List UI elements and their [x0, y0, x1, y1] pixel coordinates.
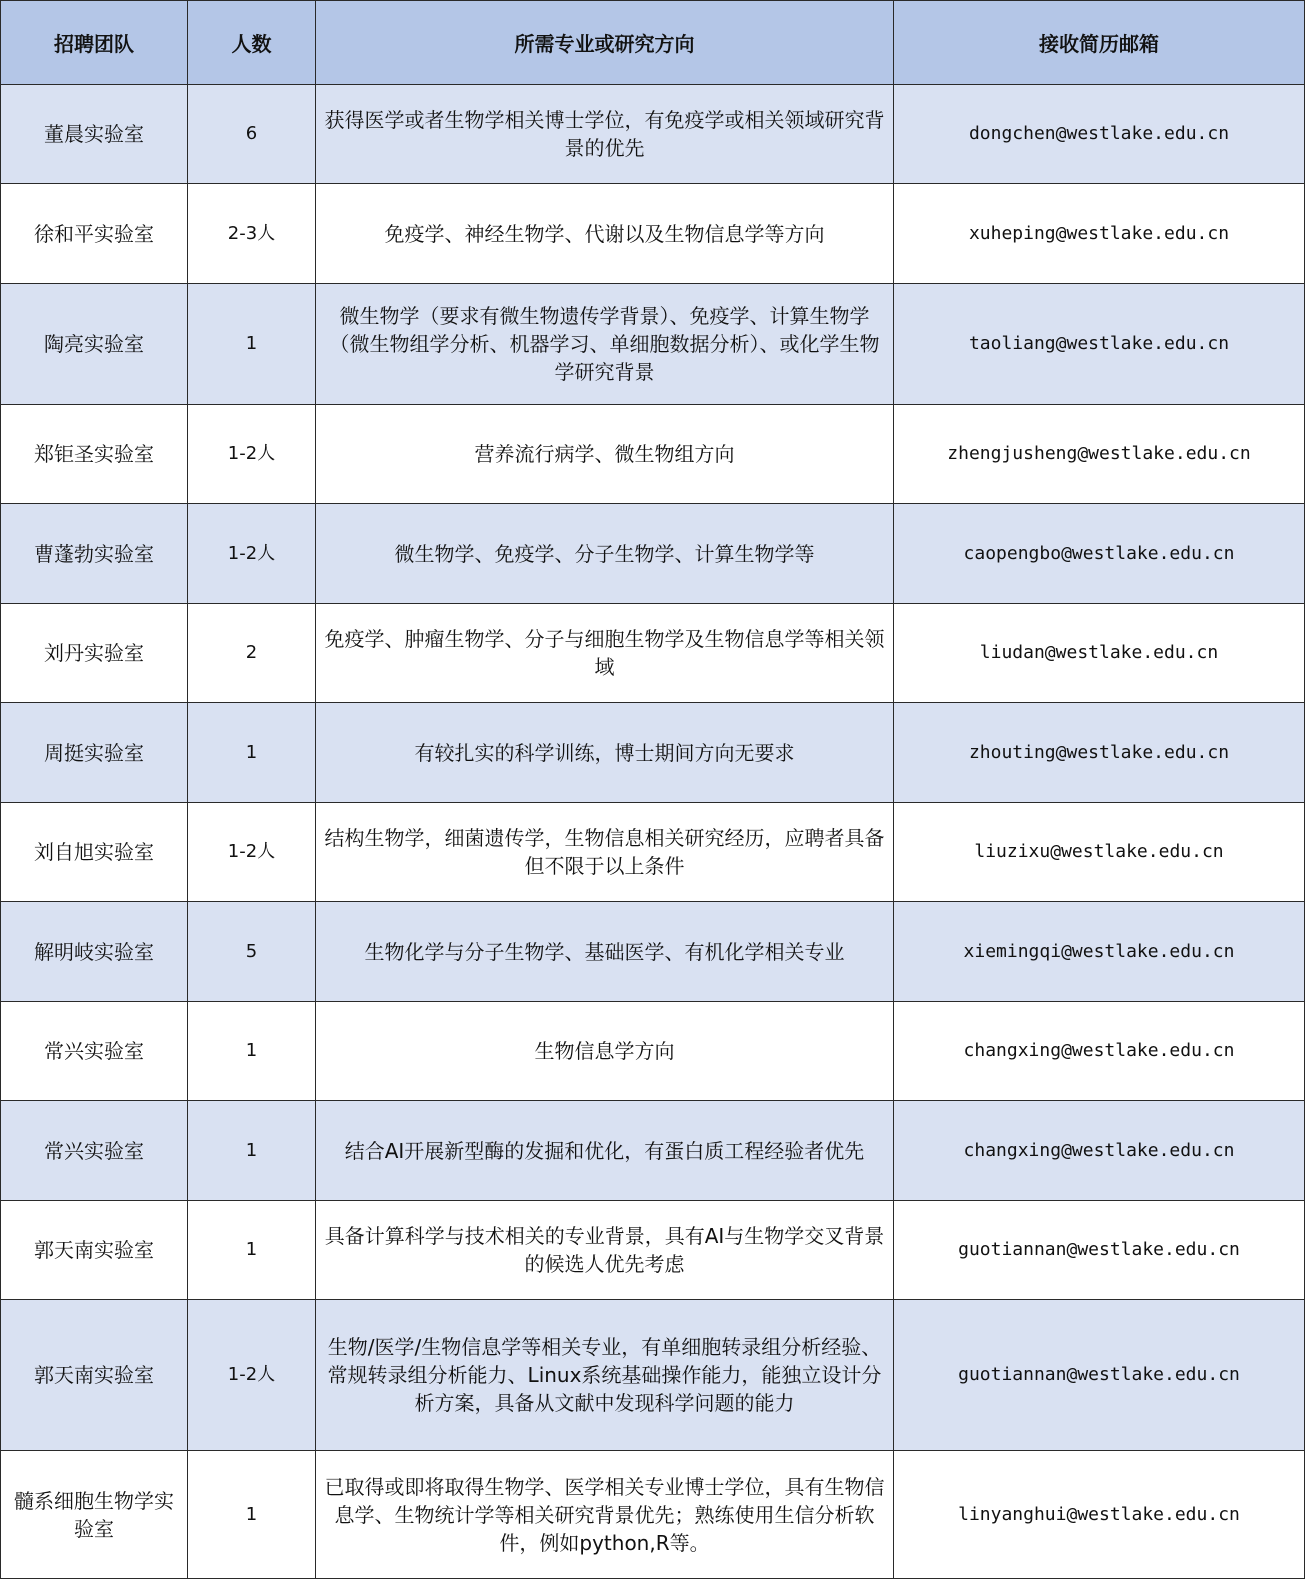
major-cell: 生物信息学方向	[316, 1002, 894, 1101]
table-row	[1, 405, 1305, 504]
table-row	[1, 703, 1305, 803]
count-cell: 1	[188, 1002, 316, 1101]
count-cell: 6	[188, 85, 316, 184]
table-row	[1, 85, 1305, 184]
table-row	[1, 1300, 1305, 1451]
major-cell: 结构生物学，细菌遗传学，生物信息相关研究经历，应聘者具备但不限于以上条件	[316, 803, 894, 902]
email-cell: changxing@westlake.edu.cn	[894, 1002, 1305, 1101]
header-row	[1, 1, 1305, 85]
table-row	[1, 1451, 1305, 1579]
count-cell: 1-2人	[188, 1300, 316, 1451]
major-cell: 免疫学、肿瘤生物学、分子与细胞生物学及生物信息学等相关领域	[316, 604, 894, 703]
major-cell: 生物/医学/生物信息学等相关专业，有单细胞转录组分析经验、常规转录组分析能力、Linux系统基础操作能力，能独立设计分析方案，具备从文献中发现科学问题的能力	[316, 1300, 894, 1451]
count-cell: 1	[188, 1451, 316, 1579]
count-cell: 1	[188, 1201, 316, 1300]
team-cell: 刘自旭实验室	[1, 803, 188, 902]
table-row	[1, 604, 1305, 703]
count-cell: 1	[188, 284, 316, 405]
major-cell: 获得医学或者生物学相关博士学位，有免疫学或相关领域研究背景的优先	[316, 85, 894, 184]
header-count: 人数	[188, 1, 316, 85]
team-cell: 陶亮实验室	[1, 284, 188, 405]
table-row	[1, 1002, 1305, 1101]
count-cell: 1	[188, 1101, 316, 1201]
team-cell: 董晨实验室	[1, 85, 188, 184]
team-cell: 解明岐实验室	[1, 902, 188, 1002]
major-cell: 免疫学、神经生物学、代谢以及生物信息学等方向	[316, 184, 894, 284]
count-cell: 2	[188, 604, 316, 703]
email-cell: changxing@westlake.edu.cn	[894, 1101, 1305, 1201]
email-cell: zhouting@westlake.edu.cn	[894, 703, 1305, 803]
count-cell: 5	[188, 902, 316, 1002]
email-cell: xiemingqi@westlake.edu.cn	[894, 902, 1305, 1002]
team-cell: 刘丹实验室	[1, 604, 188, 703]
major-cell: 结合AI开展新型酶的发掘和优化，有蛋白质工程经验者优先	[316, 1101, 894, 1201]
table-row	[1, 1101, 1305, 1201]
major-cell: 营养流行病学、微生物组方向	[316, 405, 894, 504]
email-cell: caopengbo@westlake.edu.cn	[894, 504, 1305, 604]
team-cell: 周挺实验室	[1, 703, 188, 803]
email-cell: dongchen@westlake.edu.cn	[894, 85, 1305, 184]
email-cell: zhengjusheng@westlake.edu.cn	[894, 405, 1305, 504]
team-cell: 曹蓬勃实验室	[1, 504, 188, 604]
table-row	[1, 504, 1305, 604]
team-cell: 常兴实验室	[1, 1002, 188, 1101]
major-cell: 具备计算科学与技术相关的专业背景，具有AI与生物学交叉背景的候选人优先考虑	[316, 1201, 894, 1300]
major-cell: 微生物学（要求有微生物遗传学背景）、免疫学、计算生物学（微生物组学分析、机器学习、单细胞数据分析）、或化学生物学研究背景	[316, 284, 894, 405]
header-major: 所需专业或研究方向	[316, 1, 894, 85]
count-cell: 2-3人	[188, 184, 316, 284]
email-cell: taoliang@westlake.edu.cn	[894, 284, 1305, 405]
count-cell: 1	[188, 703, 316, 803]
email-cell: guotiannan@westlake.edu.cn	[894, 1300, 1305, 1451]
table-row	[1, 803, 1305, 902]
count-cell: 1-2人	[188, 504, 316, 604]
count-cell: 1-2人	[188, 803, 316, 902]
email-cell: guotiannan@westlake.edu.cn	[894, 1201, 1305, 1300]
email-cell: liuzixu@westlake.edu.cn	[894, 803, 1305, 902]
major-cell: 生物化学与分子生物学、基础医学、有机化学相关专业	[316, 902, 894, 1002]
major-cell: 有较扎实的科学训练，博士期间方向无要求	[316, 703, 894, 803]
team-cell: 郭天南实验室	[1, 1201, 188, 1300]
email-cell: liudan@westlake.edu.cn	[894, 604, 1305, 703]
major-cell: 已取得或即将取得生物学、医学相关专业博士学位，具有生物信息学、生物统计学等相关研究背景优先；熟练使用生信分析软件，例如python,R等。	[316, 1451, 894, 1579]
table-row	[1, 902, 1305, 1002]
email-cell: linyanghui@westlake.edu.cn	[894, 1451, 1305, 1579]
team-cell: 郑钜圣实验室	[1, 405, 188, 504]
team-cell: 郭天南实验室	[1, 1300, 188, 1451]
team-cell: 常兴实验室	[1, 1101, 188, 1201]
table-row	[1, 284, 1305, 405]
email-cell: xuheping@westlake.edu.cn	[894, 184, 1305, 284]
team-cell: 徐和平实验室	[1, 184, 188, 284]
header-email: 接收简历邮箱	[894, 1, 1305, 85]
major-cell: 微生物学、免疫学、分子生物学、计算生物学等	[316, 504, 894, 604]
count-cell: 1-2人	[188, 405, 316, 504]
header-team: 招聘团队	[1, 1, 188, 85]
team-cell: 髓系细胞生物学实验室	[1, 1451, 188, 1579]
table-row	[1, 1201, 1305, 1300]
table-row	[1, 184, 1305, 284]
